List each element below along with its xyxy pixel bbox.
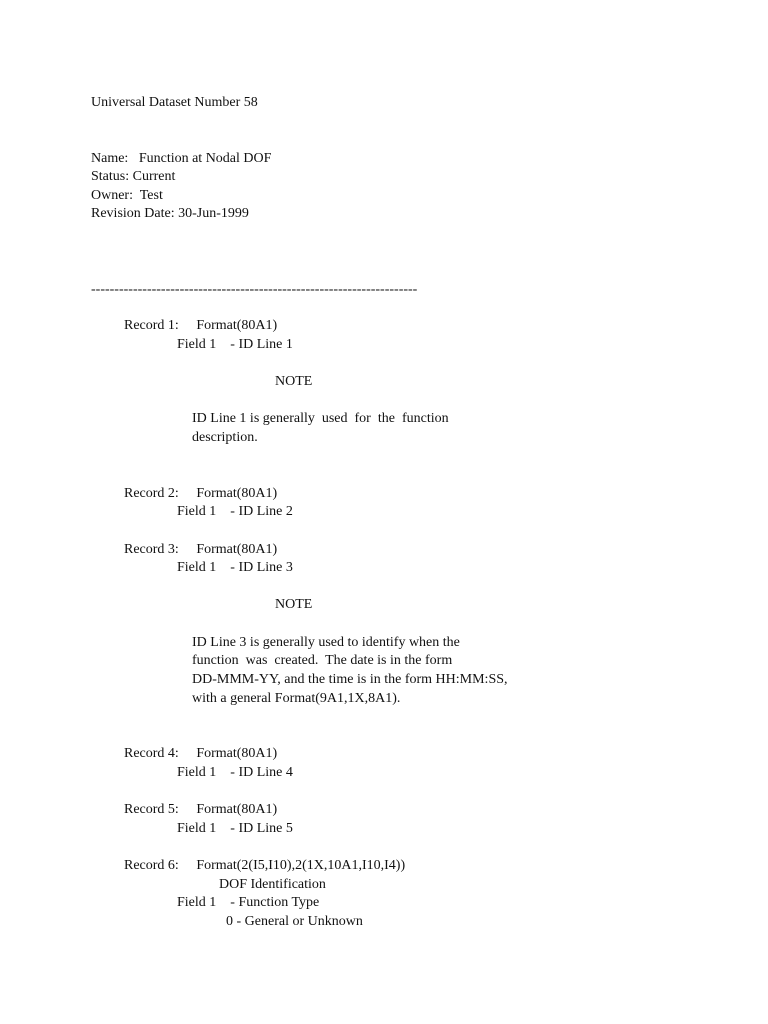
record-3-note-line: ID Line 3 is generally used to identify when the <box>192 635 460 650</box>
record-3-note-line: DD-MMM-YY, and the time is in the form HH:MM:SS, <box>192 672 508 687</box>
record-3-note-title: NOTE <box>275 597 313 612</box>
record-2-field-1: Field 1 - ID Line 2 <box>177 504 293 519</box>
record-1-header: Record 1: Format(80A1) <box>124 318 278 333</box>
record-2-header: Record 2: Format(80A1) <box>124 486 278 501</box>
record-1-note-title: NOTE <box>275 374 313 389</box>
record-6-header: Record 6: Format(2(I5,I10),2(1X,10A1,I10,I4)) <box>124 858 406 873</box>
record-5-field-1: Field 1 - ID Line 5 <box>177 821 293 836</box>
record-1-note-line: description. <box>192 430 258 445</box>
record-5-header: Record 5: Format(80A1) <box>124 802 278 817</box>
record-1-note-line: ID Line 1 is generally used for the function <box>192 411 449 426</box>
record-6-field-1-value: 0 - General or Unknown <box>226 914 363 929</box>
record-3-note-line: function was created. The date is in the form <box>192 653 453 668</box>
record-3-field-1: Field 1 - ID Line 3 <box>177 560 293 575</box>
record-3-header: Record 3: Format(80A1) <box>124 542 278 557</box>
record-6-field-1: Field 1 - Function Type <box>177 895 320 910</box>
document-title: Universal Dataset Number 58 <box>91 95 258 110</box>
owner-line: Owner: Test <box>91 188 163 203</box>
separator-line: ---------------------------------------------------------------------- <box>91 282 418 297</box>
record-1-field-1: Field 1 - ID Line 1 <box>177 337 293 352</box>
record-4-field-1: Field 1 - ID Line 4 <box>177 765 293 780</box>
record-4-header: Record 4: Format(80A1) <box>124 746 278 761</box>
revision-date-line: Revision Date: 30-Jun-1999 <box>91 206 249 221</box>
record-3-note-line: with a general Format(9A1,1X,8A1). <box>192 691 401 706</box>
record-6-subheader: DOF Identification <box>219 877 326 892</box>
name-line: Name: Function at Nodal DOF <box>91 151 272 166</box>
status-line: Status: Current <box>91 169 176 184</box>
